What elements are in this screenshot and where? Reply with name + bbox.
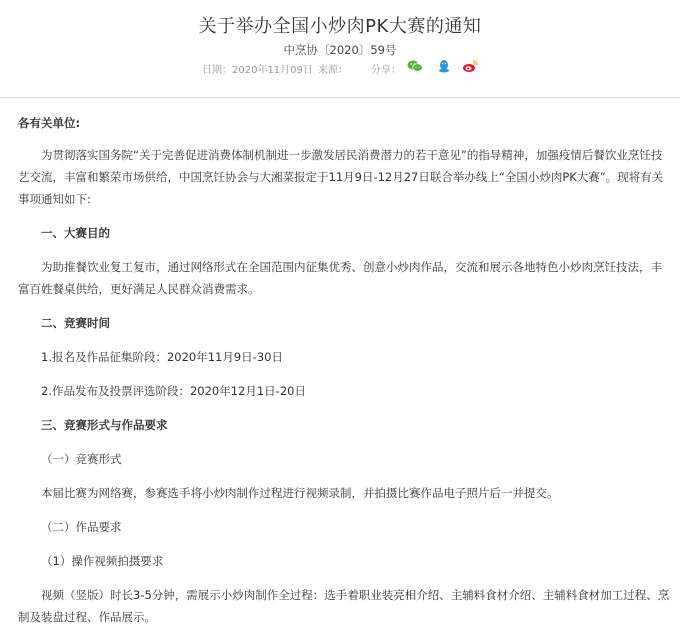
section-1-heading: 一、大赛目的 xyxy=(41,226,110,240)
section-2-item-1: 1.报名及作品征集阶段：2020年11月9日-30日 xyxy=(41,350,283,364)
weibo-icon[interactable] xyxy=(462,59,478,73)
header-divider xyxy=(0,97,680,98)
salutation: 各有关单位: xyxy=(18,116,81,130)
qq-icon[interactable] xyxy=(436,59,452,73)
section-2-heading: 二、竞赛时间 xyxy=(41,316,110,330)
wechat-icon[interactable] xyxy=(407,59,423,73)
publish-date: 日期：2020年11月09日 xyxy=(202,65,313,76)
section-1-text: 为助推餐饮业复工复市，通过网络形式在全国范围内征集优秀、创意小炒肉作品，交流和展示各地特色小炒肉烹饪技法，丰富百姓餐桌供给，更好满足人民群众消费需求。 xyxy=(18,260,662,296)
section-3-subheading-2: （二）作品要求 xyxy=(41,520,122,534)
section-3-heading: 三、竞赛形式与作品要求 xyxy=(41,418,168,432)
section-3-subheading-1: （一）竞赛形式 xyxy=(41,452,122,466)
section-3-sub-1-text: 本届比赛为网络赛，参赛选手将小炒肉制作过程进行视频录制，并拍摄比赛作品电子照片后一并提交。 xyxy=(41,486,559,500)
page-title: 关于举办全国小炒肉PK大赛的通知 xyxy=(198,16,482,37)
article-body xyxy=(18,108,670,628)
section-2-item-2: 2.作品发布及投票评选阶段：2020年12月1日-20日 xyxy=(41,384,306,398)
meta-bar xyxy=(0,61,680,77)
section-3-sub-2-item-1: （1）操作视频拍摄要求 xyxy=(41,554,164,568)
document-number: 中烹协〔2020〕59号 xyxy=(283,43,397,57)
intro-paragraph: 为贯彻落实国务院“关于完善促进消费体制机制进一步激发居民消费潜力的若干意见”的指导精神，加强疫情后餐饮业烹饪技艺交流，丰富和繁荣市场供给，中国烹饪协会与大湘菜报定于11月9日-12月27日联合举办线上“全国小炒肉PK大赛”。现将有关事项通知如下: xyxy=(18,148,664,206)
source-label: 来源： xyxy=(318,65,348,76)
section-3-sub-2-item-1-text: 视频（竖版）时长3-5分钟，需展示小炒肉制作全过程：选手着职业装亮相介绍、主辅料食材介绍、主辅料食材加工过程、烹制及装盘过程、作品展示。 xyxy=(18,588,670,624)
share-label: 分享： xyxy=(371,65,401,76)
